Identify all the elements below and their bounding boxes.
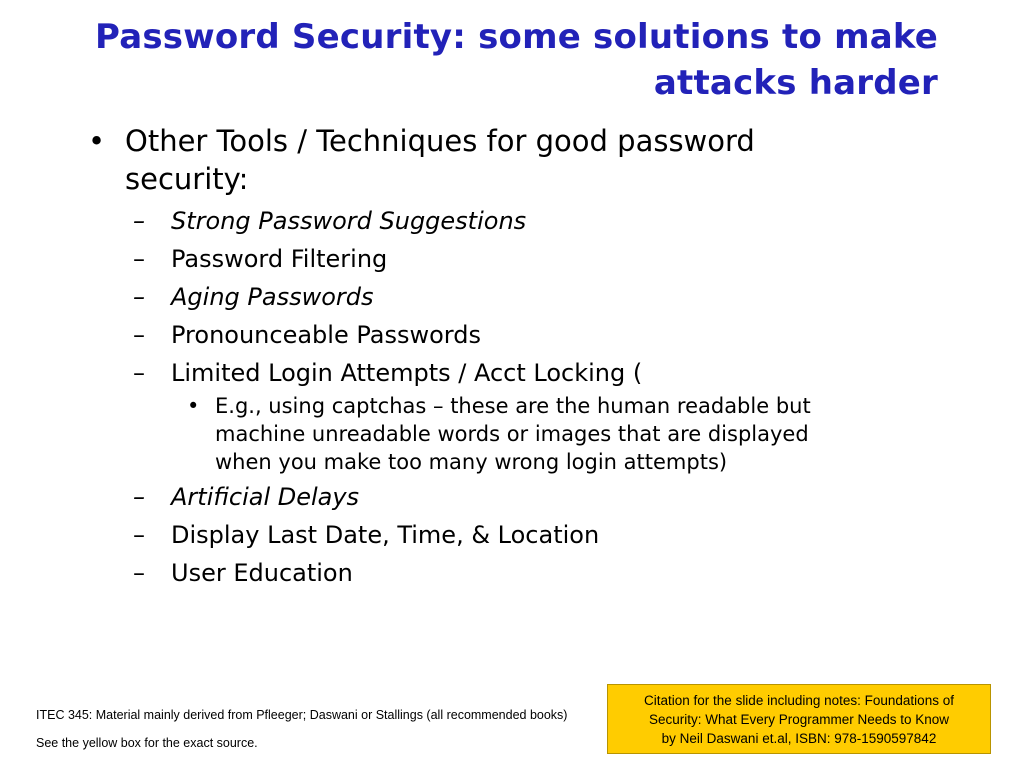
list-item-text: Aging Passwords [171, 283, 374, 311]
citation-line-2: Security: What Every Programmer Needs to Know [648, 712, 950, 727]
footer-source-note: See the yellow box for the exact source. [36, 736, 258, 750]
dash-icon: – [133, 283, 145, 311]
slide-title [78, 14, 938, 106]
dash-icon: – [133, 245, 145, 273]
dash-icon: – [133, 321, 145, 349]
list-item [133, 240, 1024, 278]
bullet-icon: • [187, 394, 200, 418]
list-item [133, 478, 1024, 516]
main-bullet-line-2: security: [125, 162, 249, 196]
list-item-text: Password Filtering [171, 245, 388, 273]
dash-icon: – [133, 559, 145, 587]
technique-list [0, 202, 1024, 592]
citation-line-1: Citation for the slide including notes: Foundations of [644, 693, 954, 708]
citation-box [607, 684, 991, 754]
footer-note: ITEC 345: Material mainly derived from Pfleeger; Daswani or Stallings (all recommended books) [36, 708, 568, 722]
dash-icon: – [133, 483, 145, 511]
list-item [133, 554, 1024, 592]
citation-line-3: by Neil Daswani et.al, ISBN: 978-1590597842 [661, 731, 937, 746]
sub-bullet-line-1: E.g., using captchas – these are the human readable but [215, 394, 811, 418]
list-item-text: Pronounceable Passwords [171, 321, 481, 349]
list-item [133, 316, 1024, 354]
list-item-text: Limited Login Attempts / Acct Locking ( [171, 359, 643, 387]
sub-bullet-line-2: machine unreadable words or images that are displayed [215, 422, 809, 446]
list-item [133, 278, 1024, 316]
list-item-text: Artificial Delays [171, 483, 360, 511]
sub-bullet [187, 392, 895, 476]
slide-body [0, 122, 1024, 592]
list-item-text: Strong Password Suggestions [171, 207, 527, 235]
bullet-icon: • [88, 124, 106, 158]
list-item-text: Display Last Date, Time, & Location [171, 521, 600, 549]
dash-icon: – [133, 207, 145, 235]
dash-icon: – [133, 359, 145, 387]
slide-title-line-1: Password Security: some solutions to make [94, 17, 938, 57]
list-item [133, 516, 1024, 554]
slide-title-line-2: attacks harder [653, 63, 938, 103]
list-item [133, 354, 1024, 392]
main-bullet [88, 122, 885, 198]
sub-bullet-line-3: when you make too many wrong login attempts) [215, 450, 728, 474]
list-item-text: User Education [171, 559, 353, 587]
dash-icon: – [133, 521, 145, 549]
list-item [133, 202, 1024, 240]
main-bullet-line-1: Other Tools / Techniques for good password [125, 124, 755, 158]
